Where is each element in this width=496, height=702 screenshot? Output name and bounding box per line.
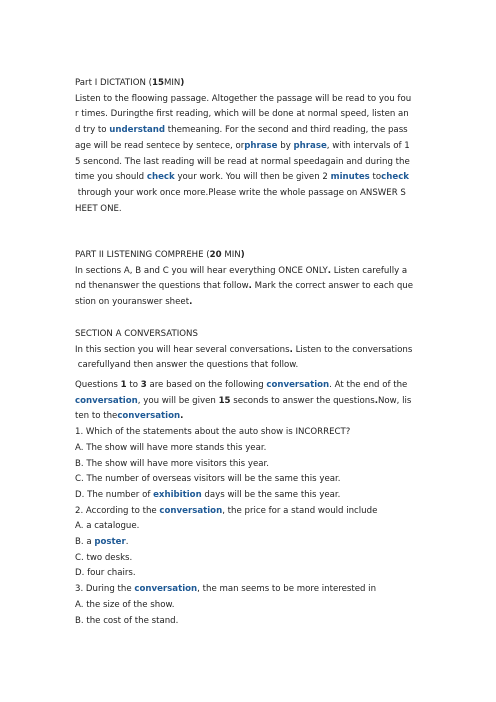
questions-intro-line: ten to theconversation. (75, 411, 184, 422)
part2-line: In sections A, B and C you will hear everything ONCE ONLY. Listen carefully a (75, 265, 408, 276)
part2-line: stion on youranswer sheet. (75, 297, 193, 308)
question-1-option-c: C. The number of overseas visitors will be the same this year. (75, 474, 341, 485)
part1-line: through your work once more.Please write the whole passage on ANSWER S (75, 187, 406, 198)
part1-line: d try to understand themeaning. For the second and third reading, the pass (75, 125, 408, 136)
section-a-intro-line: In this section you will hear several conversations. Listen to the conversations (75, 344, 413, 355)
questions-intro-line: conversation, you will be given 15 seconds to answer the questions.Now, lis (75, 395, 412, 406)
part1-line: time you should check your work. You will then be given 2 minutes tocheck (75, 172, 410, 183)
section-a-title: SECTION A CONVERSATIONS (75, 329, 198, 339)
highlight-term[interactable]: conversation (75, 395, 138, 406)
questions-intro-line: Questions 1 to 3 are based on the following conversation. At the end of the (75, 380, 408, 390)
highlight-term[interactable]: conversation (134, 584, 198, 595)
part1-section (75, 76, 421, 217)
question-1-option-b: B. The show will have more visitors this year. (75, 458, 269, 469)
question-3-option-a: A. the size of the show. (75, 599, 175, 610)
highlight-term[interactable]: understand (109, 125, 166, 136)
question-2-option-a: A. a catalogue. (75, 521, 140, 532)
highlight-term[interactable]: check (381, 172, 410, 183)
question-3-option-b: B. the cost of the stand. (75, 615, 179, 626)
question-1-option-d: D. The number of exhibition days will be the same this year. (75, 489, 341, 500)
highlight-term[interactable]: minutes (330, 172, 370, 183)
part1-line: HEET ONE. (75, 203, 122, 214)
part2-title: PART II LISTENING COMPREHE (20 MIN) (75, 250, 245, 260)
question-2-option-d: D. four chairs. (75, 568, 136, 579)
question-2-stem: 2. According to the conversation, the price for a stand would include (75, 505, 378, 516)
highlight-term[interactable]: check (146, 172, 175, 183)
question-1-stem: 1. Which of the statements about the auto show is INCORRECT? (75, 427, 351, 438)
highlight-term[interactable]: poster (94, 537, 126, 548)
section-a-intro-line: carefullyand then answer the questions that follow. (75, 360, 299, 371)
highlight-term[interactable]: conversation (159, 505, 223, 516)
question-2-option-b: B. a poster. (75, 537, 129, 548)
highlight-term[interactable]: exhibition (153, 489, 202, 500)
question-1-option-a: A. The show will have more stands this year. (75, 442, 267, 453)
question-3-stem: 3. During the conversation, the man seems to be more interested in (75, 584, 377, 595)
part2-section (75, 248, 421, 311)
part1-title: Part I DICTATION (15MIN) (75, 78, 185, 88)
section-a (75, 327, 421, 374)
part2-line: nd thenanswer the questions that follow. Mark the correct answer to each que (75, 281, 414, 292)
highlight-term[interactable]: conversation (117, 411, 181, 422)
highlight-term[interactable]: conversation (266, 380, 330, 390)
part1-line: r times. Duringthe first reading, which will be done at normal speed, listen an (75, 109, 409, 120)
part1-line: 5 sencond. The last reading will be read at normal speedagain and during the (75, 156, 410, 167)
part1-line: Listen to the floowing passage. Altogether the passage will be read to you fou (75, 93, 412, 104)
highlight-term[interactable]: phrase (293, 140, 327, 151)
questions-block (75, 378, 421, 629)
highlight-term[interactable]: phrase (244, 140, 278, 151)
question-2-option-c: C. two desks. (75, 552, 133, 563)
part1-line: age will be read sentece by sentece, orphrase by phrase, with intervals of 1 (75, 140, 410, 151)
